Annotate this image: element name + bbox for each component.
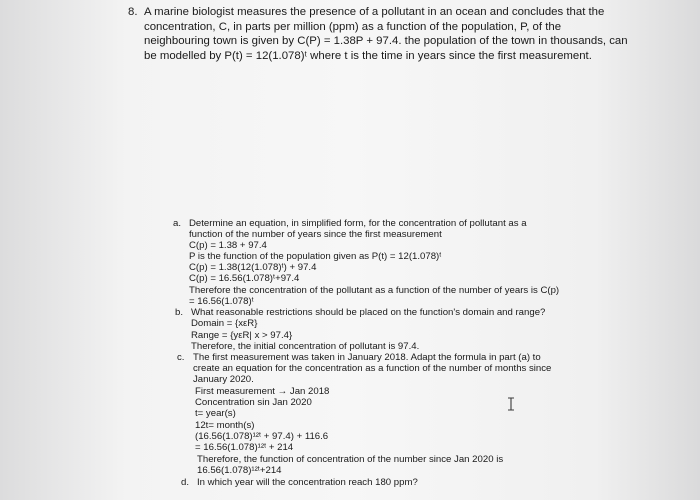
part-b-line: Range = {yεR| x > 97.4} [191,330,293,341]
text-cursor-icon [507,397,515,411]
part-a-label: a. [173,218,182,229]
question-number: 8. [128,6,138,18]
part-b-line: What reasonable restrictions should be placed on the function's domain and range? [191,307,546,318]
part-b-line: Domain = {xεR} [191,318,258,329]
part-c-line: January 2020. [193,374,254,385]
part-c-line: Therefore, the function of concentration of the number since Jan 2020 is [197,454,504,465]
part-a-line: C(p) = 1.38 + 97.4 [189,240,267,251]
part-c-line: 16.56(1.078)¹²ᵗ+214 [197,465,282,476]
part-a-line: Determine an equation, in simplified form, for the concentration of pollutant as a [189,218,527,229]
part-b-line: Therefore, the initial concentration of pollutant is 97.4. [191,341,420,352]
part-d-line: In which year will the concentration reach 180 ppm? [197,477,418,488]
part-c-line: The first measurement was taken in January 2018. Adapt the formula in part (a) to [193,352,541,363]
question-stem [144,5,628,63]
stem-line: neighbouring town is given by C(P) = 1.38P + 97.4. the population of the town in thousands, can [144,35,628,47]
part-c-line: create an equation for the concentration as a function of the number of months since [193,363,552,374]
stem-line: A marine biologist measures the presence of a pollutant in an ocean and concludes that the [144,6,605,18]
stem-line: be modelled by P(t) = 12(1.078)ᵗ where t is the time in years since the first measurement. [144,49,592,62]
part-b-label: b. [175,307,184,318]
part-c-line: Concentration sin Jan 2020 [195,397,312,408]
part-a-line: C(p) = 1.38(12(1.078)ᵗ) + 97.4 [189,262,317,273]
part-a-line: C(p) = 16.56(1.078)ᵗ+97.4 [189,273,300,284]
stem-line: concentration, C, in parts per million (ppm) as a function of the population, P, of the [144,20,562,33]
part-a-line: = 16.56(1.078)ᵗ [189,296,254,307]
part-c-line: First measurement → Jan 2018 [195,386,330,397]
part-c-line: t= year(s) [195,408,236,419]
part-c-label: c. [177,352,185,363]
part-a-line: function of the number of years since the first measurement [189,229,442,240]
part-c-line: 12t= month(s) [195,420,255,431]
part-d-label: d. [181,477,190,488]
part-a-line: P is the function of the population given as P(t) = 12(1.078)ᵗ [189,251,442,262]
part-a-line: Therefore the concentration of the pollutant as a function of the number of years is C(p) [189,285,560,296]
part-c-line: (16.56(1.078)¹²ᵗ + 97.4) + 116.6 [195,431,329,442]
part-c-line: = 16.56(1.078)¹²ᵗ + 214 [195,442,294,453]
text-cursor-icon-svg [507,397,515,411]
